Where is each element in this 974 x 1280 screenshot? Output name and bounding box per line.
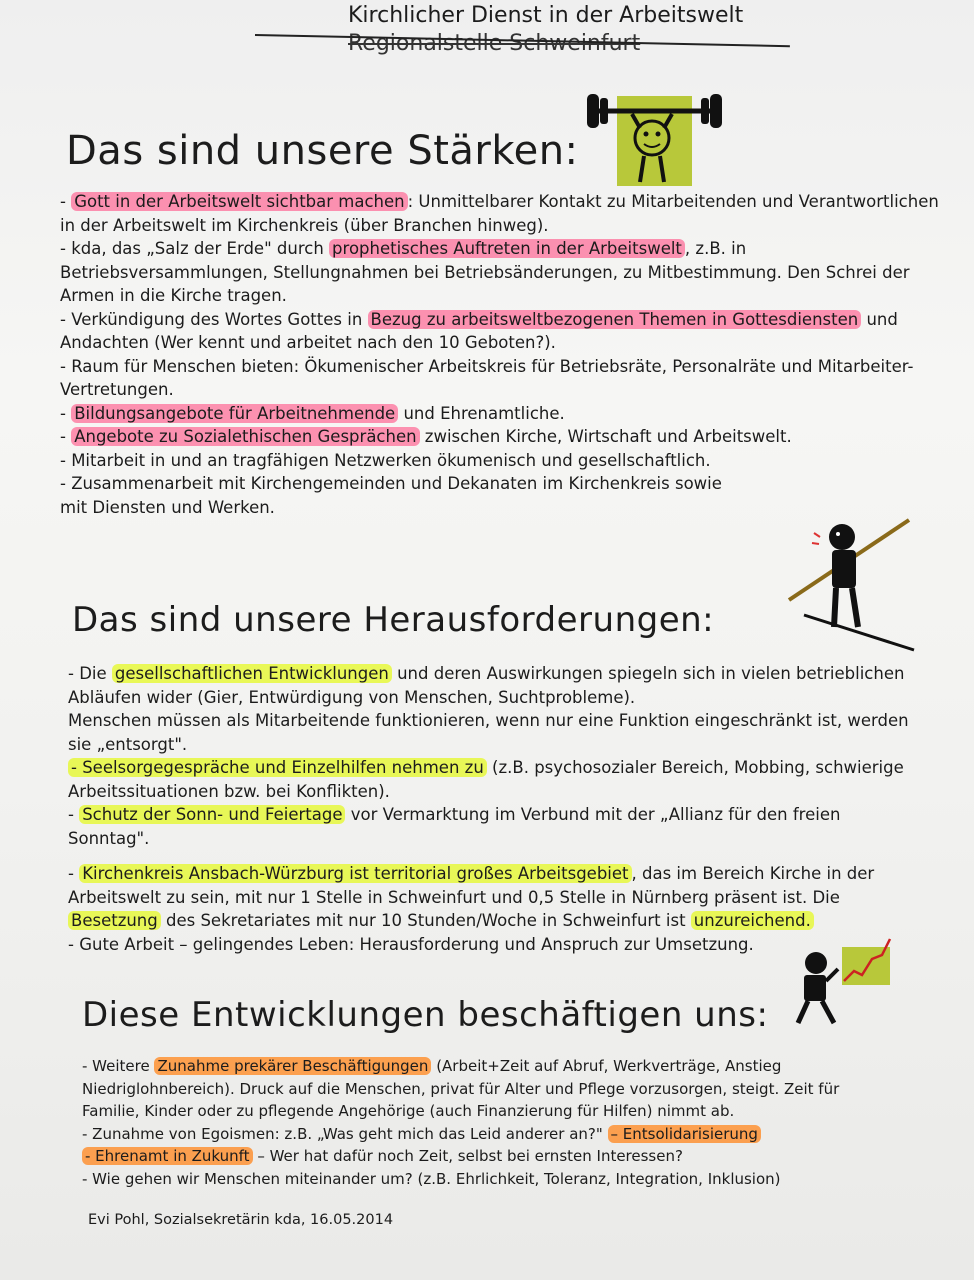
list-item: - Gute Arbeit – gelingendes Leben: Herausforderung und Anspruch zur Umsetzung. xyxy=(68,934,754,954)
highlight-yellow: Schutz der Sonn- und Feiertage xyxy=(79,805,345,824)
highlight-pink: Angebote zu Sozialethischen Gesprächen xyxy=(71,427,419,446)
highlight-pink: prophetisches Auftreten in der Arbeitswelt xyxy=(329,239,685,258)
list-item: - Verkündigung des Wortes Gottes in Bezug zu arbeitsweltbezogenen Themen in Gottesdiensten und Andachten (Wer kennt und arbeitet nach den 10 Geboten?). xyxy=(60,309,898,352)
list-item: - Raum für Menschen bieten: Ökumenischer Arbeitskreis für Betriebsräte, Personalräte und Mitarbeiter-Vertretungen. xyxy=(60,356,914,399)
highlight-pink: Bildungsangebote für Arbeitnehmende xyxy=(71,404,398,423)
chart-watcher-icon xyxy=(790,935,900,1030)
list-item: - Angebote zu Sozialethischen Gesprächen zwischen Kirche, Wirtschaft und Arbeitswelt. xyxy=(60,427,792,446)
highlight-orange: - Ehrenamt in Zukunft xyxy=(82,1147,253,1165)
highlight-yellow: Besetzung xyxy=(68,911,161,930)
challenges-list xyxy=(68,662,918,956)
signature: Evi Pohl, Sozialsekretärin kda, 16.05.2014 xyxy=(88,1212,394,1228)
heading-strengths: Das sind unsere Stärken: xyxy=(66,128,579,174)
list-item: - Zusammenarbeit mit Kirchengemeinden und Dekanaten im Kirchenkreis sowie mit Diensten und Werken. xyxy=(60,474,722,517)
list-item: - Seelsorgegespräche und Einzelhilfen nehmen zu (z.B. psychosozialer Bereich, Mobbing, schwierige Arbeitssituationen bzw. bei Konflikten). xyxy=(68,758,904,801)
list-item: - Ehrenamt in Zukunft – Wer hat dafür noch Zeit, selbst bei ernsten Interessen? xyxy=(82,1145,842,1168)
strengths-list xyxy=(60,190,940,519)
list-item: - Mitarbeit in und an tragfähigen Netzwerken ökumenisch und gesellschaftlich. xyxy=(60,450,711,470)
highlight-yellow: gesellschaftlichen Entwicklungen xyxy=(112,664,392,683)
list-item: - Wie gehen wir Menschen miteinander um? (z.B. Ehrlichkeit, Toleranz, Integration, Inklusion) xyxy=(82,1169,781,1188)
highlight-yellow: unzureichend. xyxy=(691,911,814,930)
highlight-yellow: - Seelsorgegespräche und Einzelhilfen nehmen zu xyxy=(68,758,487,777)
highlight-pink: Gott in der Arbeitswelt sichtbar machen xyxy=(71,192,407,211)
highlight-yellow: Kirchenkreis Ansbach-Würzburg ist territorial großes Arbeitsgebiet xyxy=(79,864,631,883)
heading-developments: Diese Entwicklungen beschäftigen uns: xyxy=(82,995,769,1035)
list-item: - Gott in der Arbeitswelt sichtbar machen : Unmittelbarer Kontakt zu Mitarbeitenden und Verantwortlichen in der Arbeitswelt im Kirchenkreis (über Branchen hinweg). xyxy=(60,192,939,235)
list-item: - Schutz der Sonn- und Feiertage vor Vermarktung im Verbund mit der „Allianz für den freien Sonntag". xyxy=(68,805,841,848)
developments-list xyxy=(82,1055,842,1190)
list-item: - Bildungsangebote für Arbeitnehmende und Ehrenamtliche. xyxy=(60,403,565,423)
heading-challenges: Das sind unsere Herausforderungen: xyxy=(72,600,715,640)
balancing-figure-icon xyxy=(784,515,919,655)
list-item: - kda, das „Salz der Erde" durch prophetisches Auftreten in der Arbeitswelt , z.B. in Betriebsversammlungen, Stellungnahmen bei Betriebsänderungen, zu Mitbestimmung. Den Schrei der Armen in die Kirche tragen. xyxy=(60,239,910,305)
org-header xyxy=(348,2,743,58)
highlight-orange: Zunahme prekärer Beschäftigungen xyxy=(154,1057,431,1075)
list-item: Menschen müssen als Mitarbeitende funktionieren, wenn nur eine Funktion eingeschränkt ist, werden sie „entsorgt". xyxy=(68,711,909,754)
list-item: - Die gesellschaftlichen Entwicklungen und deren Auswirkungen spiegeln sich in vielen betrieblichen Abläufen wider (Gier, Entwürdigung von Menschen, Suchtprobleme). xyxy=(68,664,905,707)
highlight-pink: Bezug zu arbeitsweltbezogenen Themen in Gottesdiensten xyxy=(368,310,862,329)
highlight-orange: – Entsolidarisierung xyxy=(608,1125,761,1143)
org-name: Kirchlicher Dienst in der Arbeitswelt xyxy=(348,3,744,28)
org-region-struck: Regionalstelle Schweinfurt xyxy=(348,31,641,56)
weightlifter-icon xyxy=(582,86,727,191)
list-item: - Zunahme von Egoismen: z.B. „Was geht mich das Leid anderer an?" – Entsolidarisierung xyxy=(82,1123,842,1146)
list-item: - Kirchenkreis Ansbach-Würzburg ist territorial großes Arbeitsgebiet , das im Bereich Kirche in der Arbeitswelt zu sein, mit nur 1 Stelle in Schweinfurt und 0,5 Stelle in Nürnberg präsent ist. Die Besetzung des Sekretariates mit nur 10 Stunden/Woche in Schweinfurt ist unzureichend. xyxy=(68,864,875,930)
list-item: - Weitere Zunahme prekärer Beschäftigungen (Arbeit+Zeit auf Abruf, Werkverträge, Anstieg Niedriglohnbereich). Druck auf die Menschen, privat für Alter und Pflege vorzusorgen, steigt. Zeit für Familie, Kinder oder zu pflegende Angehörige (auch Finanzierung für Hilfen) nimmt ab. xyxy=(82,1057,840,1120)
